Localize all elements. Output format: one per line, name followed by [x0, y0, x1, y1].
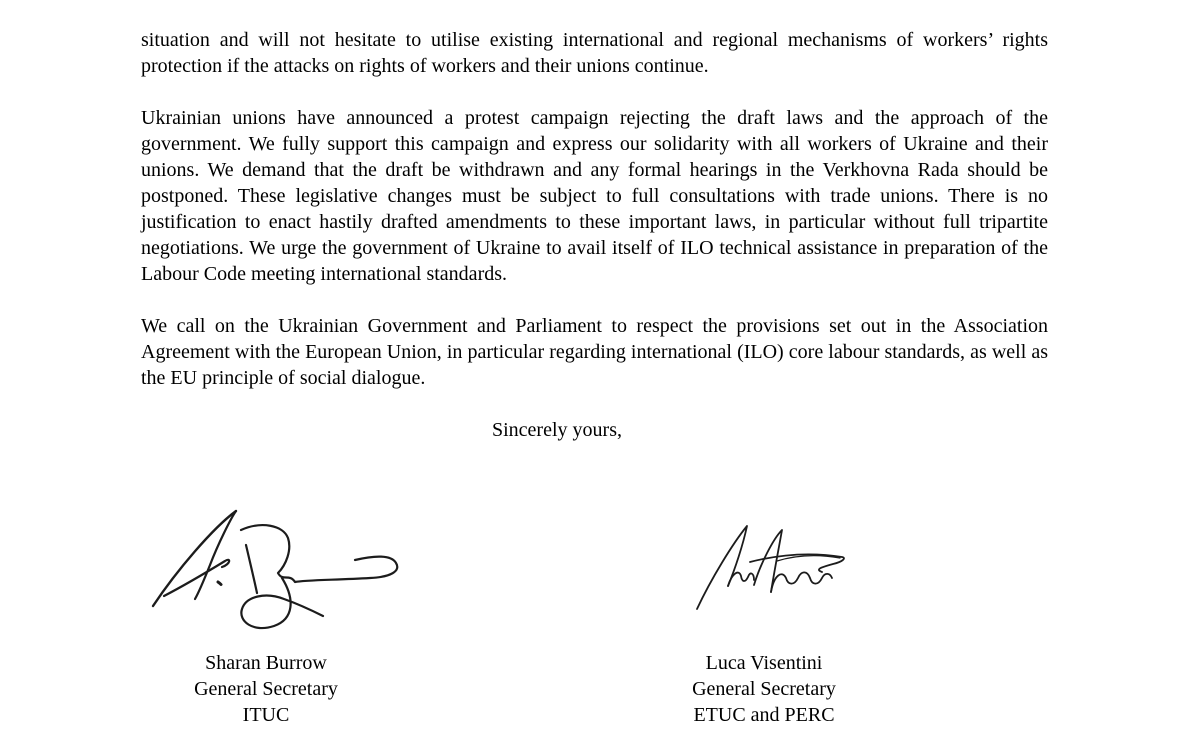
signatory-name: Sharan Burrow [205, 652, 327, 674]
signatory-block-luca-visentini [624, 650, 904, 728]
letter-body [141, 27, 1048, 443]
signatory-organization: ETUC and PERC [693, 704, 835, 726]
signatory-title: General Secretary [194, 678, 338, 700]
luca-visentini-signature-icon [695, 513, 865, 618]
signatory-block-sharan-burrow [126, 650, 406, 728]
paragraph-2: Ukrainian unions have announced a protest campaign rejecting the draft laws and the approach of the government. We fully support this campaign and express our solidarity with all workers of Ukraine and their unions. We demand that the draft be withdrawn and any formal hearings in the Verkhovna Rada should be postponed. These legislative changes must be subject to full consultations with trade unions. There is no justification to enact hastily drafted amendments to these important laws, in particular without full tripartite negotiations. We urge the government of Ukraine to avail itself of ILO technical assistance in preparation of the Labour Code meeting international standards. [141, 107, 1048, 285]
signature-ink [695, 513, 865, 613]
sharan-burrow-signature-icon [145, 502, 405, 642]
paragraph-1: situation and will not hesitate to utilise existing international and regional mechanisms of workers’ rights protection if the attacks on rights of workers and their unions continue. [141, 29, 1048, 77]
signatory-name: Luca Visentini [705, 652, 823, 674]
signatory-title: General Secretary [692, 678, 836, 700]
signatory-organization: ITUC [242, 704, 290, 726]
closing-salutation: Sincerely yours, [492, 419, 622, 441]
signature-ink [145, 502, 405, 637]
paragraph-3: We call on the Ukrainian Government and Parliament to respect the provisions set out in the Association Agreement with the European Union, in particular regarding international (ILO) core labour standards, as well as the EU principle of social dialogue. [141, 315, 1048, 389]
